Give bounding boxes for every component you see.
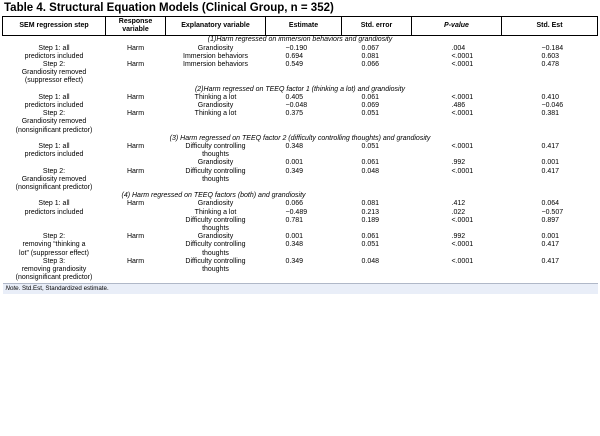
p-value-cell: <.0001 [451, 52, 474, 60]
p-value-cell: .992 [451, 159, 466, 167]
std-est-cell [502, 151, 598, 159]
explanatory-cell [166, 127, 266, 135]
explanatory-cell: thoughts [202, 151, 229, 159]
table-note [3, 283, 598, 294]
estimate-cell: −0.190 [285, 44, 308, 52]
response-cell [106, 102, 166, 110]
p-value-cell: <.0001 [451, 110, 474, 118]
header-response: Response variable [106, 17, 166, 36]
response-cell [106, 184, 166, 192]
response-cell: Harm [126, 257, 145, 265]
std-est-cell: 0.064 [541, 200, 560, 208]
sem-step-cell: Step 1: all [38, 93, 70, 101]
table-row [3, 266, 598, 274]
response-cell: Harm [126, 61, 145, 69]
section-heading: (4) Harm regressed on TEEQ factors (both) and grandiosity [121, 192, 306, 200]
section-heading: (2)Harm regressed on TEEQ factor 1 (thinking a lot) and grandiosity [194, 85, 406, 93]
p-value-cell: <.0001 [451, 167, 474, 175]
sem-step-cell [3, 159, 106, 167]
estimate-cell [266, 151, 342, 159]
explanatory-cell: Difficulty controlling [185, 167, 246, 175]
sem-step-cell: (nonsignificant predictor) [15, 126, 93, 134]
header-sem-step: SEM regression step [3, 17, 106, 36]
explanatory-cell: Difficulty controlling [185, 143, 246, 151]
table-row [3, 274, 598, 283]
std-est-cell [502, 69, 598, 77]
sem-step-cell: Grandiosity removed [21, 69, 87, 77]
std-est-cell: −0.184 [541, 44, 564, 52]
section-heading-row [3, 135, 598, 143]
table-row [3, 159, 598, 167]
explanatory-cell [166, 77, 266, 85]
estimate-cell: 0.348 [285, 143, 304, 151]
std-est-cell [502, 77, 598, 85]
std-est-cell [502, 184, 598, 192]
explanatory-cell [166, 184, 266, 192]
response-cell [106, 118, 166, 126]
note-text: Std.Est, Standardized estimate. [20, 284, 109, 292]
table-row [3, 61, 598, 69]
p-value-cell [412, 176, 502, 184]
explanatory-cell: thoughts [202, 225, 229, 233]
p-value-cell [412, 118, 502, 126]
sem-step-cell [3, 217, 106, 225]
section-heading: (3) Harm regressed on TEEQ factor 2 (difficulty controlling thoughts) and grandiosity [169, 134, 431, 142]
explanatory-cell: thoughts [202, 249, 229, 257]
std-est-cell: 0.001 [541, 159, 560, 167]
table-row [3, 127, 598, 135]
std-error-cell [342, 274, 412, 283]
sem-step-cell: removing grandiosity [21, 266, 87, 274]
p-value-cell: .004 [451, 44, 466, 52]
std-error-cell: 0.189 [361, 216, 380, 224]
std-error-cell [342, 266, 412, 274]
explanatory-cell: Grandiosity [197, 200, 234, 208]
std-est-cell: 0.478 [541, 61, 560, 69]
sem-step-cell: removing “thinking a [22, 241, 86, 249]
std-error-cell: 0.213 [361, 208, 380, 216]
estimate-cell [266, 77, 342, 85]
p-value-cell: .022 [451, 208, 466, 216]
table-row [3, 184, 598, 192]
table-row [3, 69, 598, 77]
p-value-cell [412, 266, 502, 274]
std-error-cell [342, 176, 412, 184]
response-cell [106, 217, 166, 225]
std-est-cell: 0.417 [541, 167, 560, 175]
estimate-cell: 0.349 [285, 257, 304, 265]
std-est-cell: 0.417 [541, 257, 560, 265]
estimate-cell: 0.694 [285, 52, 304, 60]
std-est-cell [502, 118, 598, 126]
sem-step-cell: (suppressor effect) [24, 77, 84, 85]
std-est-cell [502, 274, 598, 283]
estimate-cell [266, 250, 342, 258]
estimate-cell: 0.001 [285, 233, 304, 241]
table-title: Table 4. Structural Equation Models (Clinical Group, n = 352) [4, 2, 334, 14]
note-row [3, 283, 598, 294]
explanatory-cell: Thinking a lot [194, 208, 237, 216]
response-cell [106, 274, 166, 283]
std-error-cell: 0.067 [361, 44, 380, 52]
table-row [3, 53, 598, 61]
table-row [3, 151, 598, 159]
sem-step-cell: Step 2: [42, 110, 66, 118]
explanatory-cell: thoughts [202, 175, 229, 183]
explanatory-cell: Difficulty controlling [185, 257, 246, 265]
table-row [3, 217, 598, 225]
p-value-cell: .486 [451, 102, 466, 110]
estimate-cell [266, 266, 342, 274]
estimate-cell: 0.549 [285, 61, 304, 69]
p-value-cell: <.0001 [451, 61, 474, 69]
std-est-cell [502, 176, 598, 184]
table-row [3, 143, 598, 151]
explanatory-cell: Thinking a lot [194, 110, 237, 118]
table-row [3, 241, 598, 249]
std-est-cell: 0.603 [541, 52, 560, 60]
table-row [3, 250, 598, 258]
std-error-cell: 0.066 [361, 61, 380, 69]
response-cell: Harm [126, 110, 145, 118]
std-error-cell: 0.061 [361, 159, 380, 167]
std-error-cell [342, 250, 412, 258]
explanatory-cell [166, 118, 266, 126]
p-value-cell: <.0001 [451, 257, 474, 265]
response-cell: Harm [126, 44, 145, 52]
sem-step-cell: Grandiosity removed [21, 118, 87, 126]
std-error-cell [342, 151, 412, 159]
std-error-cell [342, 69, 412, 77]
sem-step-cell: predictors included [24, 102, 84, 110]
sem-step-cell: Step 2: [42, 167, 66, 175]
table-row [3, 118, 598, 126]
explanatory-cell: Grandiosity [197, 233, 234, 241]
std-est-cell: 0.897 [541, 216, 560, 224]
p-value-cell [412, 274, 502, 283]
sem-table [2, 16, 598, 294]
estimate-cell: 0.348 [285, 241, 304, 249]
std-error-cell: 0.081 [361, 200, 380, 208]
explanatory-cell: Immersion behaviors [183, 61, 248, 69]
estimate-cell [266, 69, 342, 77]
std-error-cell: 0.061 [361, 233, 380, 241]
header-estimate: Estimate [266, 17, 342, 36]
std-error-cell [342, 184, 412, 192]
estimate-cell: 0.349 [285, 167, 304, 175]
table-row [3, 45, 598, 53]
sem-step-cell: predictors included [24, 52, 84, 60]
explanatory-cell: Grandiosity [197, 159, 234, 167]
response-cell [106, 250, 166, 258]
table-row [3, 209, 598, 217]
table-row [3, 94, 598, 102]
note-label: Note. [5, 284, 21, 292]
estimate-cell: 0.405 [285, 93, 304, 101]
response-cell [106, 225, 166, 233]
response-cell: Harm [126, 93, 145, 101]
std-error-cell: 0.051 [361, 110, 380, 118]
sem-step-cell: Step 2: [42, 61, 66, 69]
estimate-cell: −0.489 [285, 208, 308, 216]
response-cell [106, 209, 166, 217]
explanatory-cell: Thinking a lot [194, 93, 237, 101]
sem-step-cell: Step 2: [42, 233, 66, 241]
response-cell [106, 69, 166, 77]
table-body [3, 36, 598, 283]
response-cell [106, 159, 166, 167]
estimate-cell [266, 274, 342, 283]
std-est-cell [502, 250, 598, 258]
std-est-cell [502, 225, 598, 233]
p-value-cell [412, 77, 502, 85]
p-value-cell [412, 151, 502, 159]
estimate-cell [266, 127, 342, 135]
p-value-cell [412, 250, 502, 258]
estimate-cell [266, 184, 342, 192]
sem-step-cell [3, 225, 106, 233]
estimate-cell [266, 118, 342, 126]
response-cell [106, 266, 166, 274]
p-value-cell: .412 [451, 200, 466, 208]
std-error-cell: 0.081 [361, 52, 380, 60]
header-std-est: Std. Est [502, 17, 598, 36]
sem-step-cell: Step 3: [42, 257, 66, 265]
std-error-cell: 0.051 [361, 143, 380, 151]
explanatory-cell [166, 274, 266, 283]
response-cell [106, 53, 166, 61]
response-cell [106, 77, 166, 85]
sem-step-cell: Step 1: all [38, 200, 70, 208]
table-row [3, 233, 598, 241]
std-est-cell [502, 127, 598, 135]
sem-step-cell: predictors included [24, 151, 84, 159]
header-std-error: Std. error [342, 17, 412, 36]
std-est-cell: −0.507 [541, 208, 564, 216]
p-value-cell [412, 184, 502, 192]
estimate-cell [266, 225, 342, 233]
std-error-cell: 0.051 [361, 241, 380, 249]
std-error-cell [342, 225, 412, 233]
sem-step-cell: Step 1: all [38, 143, 70, 151]
estimate-cell: 0.066 [285, 200, 304, 208]
explanatory-cell: Grandiosity [197, 102, 234, 110]
std-error-cell: 0.048 [361, 257, 380, 265]
sem-step-cell: (nonsignificant predictor) [15, 184, 93, 192]
sem-step-cell: predictors included [24, 208, 84, 216]
header-p-value: P-value [412, 17, 502, 36]
table-row [3, 168, 598, 176]
p-value-cell: <.0001 [451, 143, 474, 151]
section-heading: (1)Harm regressed on immersion behaviors and grandiosity [207, 36, 393, 44]
sem-step-cell: lot” (suppressor effect) [19, 249, 89, 257]
p-value-cell [412, 225, 502, 233]
p-value-cell: .992 [451, 233, 466, 241]
explanatory-cell: Difficulty controlling [185, 216, 246, 224]
response-cell [106, 241, 166, 249]
section-heading-row [3, 192, 598, 200]
table-row [3, 176, 598, 184]
header-explanatory: Explanatory variable [166, 17, 266, 36]
estimate-cell: −0.048 [285, 102, 308, 110]
explanatory-cell [166, 69, 266, 77]
response-cell [106, 127, 166, 135]
response-cell: Harm [126, 200, 145, 208]
std-error-cell [342, 77, 412, 85]
std-est-cell: 0.001 [541, 233, 560, 241]
response-cell: Harm [126, 143, 145, 151]
std-est-cell: 0.417 [541, 143, 560, 151]
section-heading-row [3, 86, 598, 94]
std-est-cell: 0.417 [541, 241, 560, 249]
std-est-cell: 0.381 [541, 110, 560, 118]
sem-step-cell: Step 1: all [38, 44, 70, 52]
explanatory-cell: thoughts [202, 266, 229, 274]
p-value-cell: <.0001 [451, 93, 474, 101]
explanatory-cell: Difficulty controlling [185, 241, 246, 249]
header-row [3, 17, 598, 36]
explanatory-cell: Grandiosity [197, 44, 234, 52]
sem-step-cell: (nonsignificant predictor) [15, 274, 93, 282]
estimate-cell: 0.375 [285, 110, 304, 118]
std-error-cell: 0.069 [361, 102, 380, 110]
table-row [3, 258, 598, 266]
explanatory-cell: Immersion behaviors [183, 52, 248, 60]
std-error-cell: 0.061 [361, 93, 380, 101]
table-row [3, 77, 598, 85]
estimate-cell: 0.781 [285, 216, 304, 224]
table-row [3, 102, 598, 110]
sem-step-cell: Grandiosity removed [21, 175, 87, 183]
estimate-cell: 0.001 [285, 159, 304, 167]
estimate-cell [266, 176, 342, 184]
response-cell [106, 176, 166, 184]
table-row [3, 110, 598, 118]
p-value-cell: <.0001 [451, 216, 474, 224]
std-error-cell: 0.048 [361, 167, 380, 175]
std-error-cell [342, 118, 412, 126]
section-heading-row [3, 36, 598, 45]
response-cell: Harm [126, 233, 145, 241]
p-value-cell: <.0001 [451, 241, 474, 249]
table-row [3, 225, 598, 233]
p-value-cell [412, 127, 502, 135]
std-error-cell [342, 127, 412, 135]
p-value-cell [412, 69, 502, 77]
std-est-cell [502, 266, 598, 274]
std-est-cell: −0.046 [541, 102, 564, 110]
table-row [3, 200, 598, 208]
response-cell [106, 151, 166, 159]
std-est-cell: 0.410 [541, 93, 560, 101]
response-cell: Harm [126, 167, 145, 175]
